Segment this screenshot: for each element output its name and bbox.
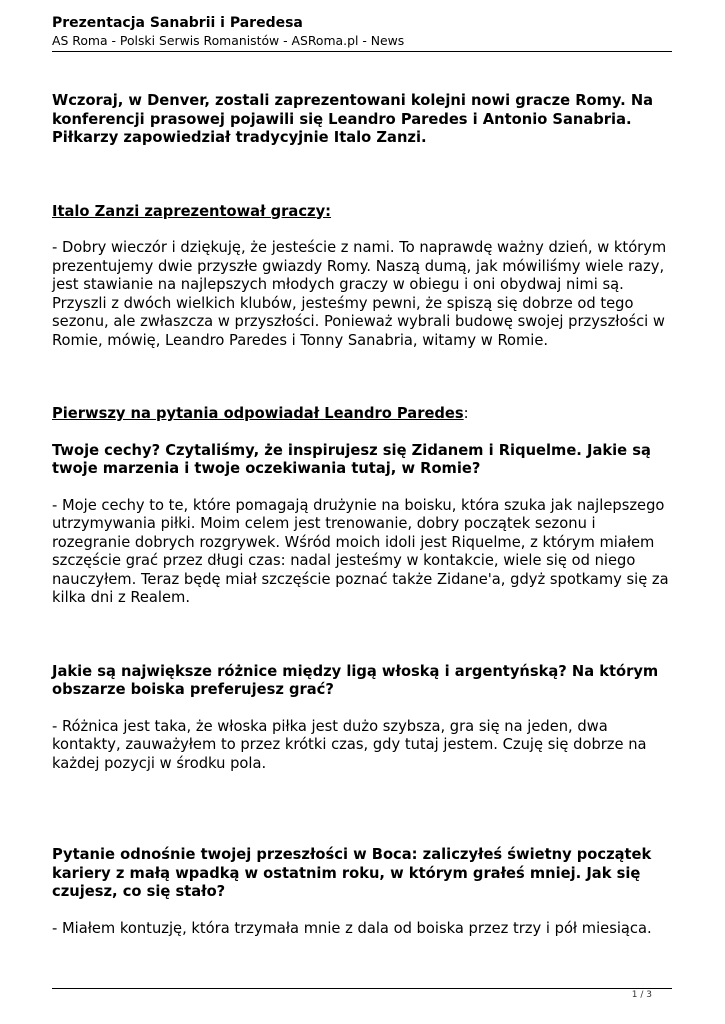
footer-divider (52, 988, 672, 989)
question-2: Jakie są największe różnice między ligą włoską i argentyńską? Na którym obszarze boiska preferujesz grać? (52, 662, 659, 698)
question-1: Twoje cechy? Czytaliśmy, że inspirujesz się Zidanem i Riquelme. Jakie są twoje marzenia i twoje oczekiwania tutaj, w Romie? (52, 441, 651, 477)
question-3: Pytanie odnośnie twojej przeszłości w Boca: zaliczyłeś świetny początek kariery z małą wpadką w ostatnim roku, w którym grałeś mniej. Jak się czujesz, co się stało? (52, 846, 652, 900)
section-heading-paredes: Pierwszy na pytania odpowiadał Leandro Paredes (52, 405, 464, 422)
article-body (52, 92, 677, 938)
section-heading-paredes-line (52, 405, 677, 424)
page-number: 1 / 3 (631, 990, 652, 1000)
answer-3: - Miałem kontuzję, która trzymała mnie z dala od boiska przez trzy i pół miesiąca. (52, 919, 652, 937)
answer-1: - Moje cechy to te, które pomagają drużynie na boisku, która szuka jak najlepszego utrzymywania piłki. Moim celem jest trenowanie, dobry początek sezonu i rozegranie dobrych rozgrywek. Wśród moich idoli jest Riquelme, z którym miałem szczęście grać przez długi czas: nadal jesteśmy w kontakcie, wiele się od niego nauczyłem. Teraz będę miał szczęście poznać także Zidane'a, gdyż spotkamy się za kilka dni z Realem. (52, 496, 669, 606)
section-text-zanzi: - Dobry wieczór i dziękuję, że jesteście z nami. To naprawdę ważny dzień, w którym prezentujemy dwie przyszłe gwiazdy Romy. Naszą dumą, jak mówiliśmy wiele razy, jest stawianie na najlepszych młodych graczy w obiegu i oni obydwaj nimi są. Przyszli z dwóch wielkich klubów, jesteśmy pewni, że spiszą się dobrze od tego sezonu, ale zwłaszcza w przyszłości. Ponieważ wybrali budowę swojej przyszłości w Romie, mówię, Leandro Paredes i Tonny Sanabria, witamy w Romie. (52, 239, 667, 349)
article-intro: Wczoraj, w Denver, zostali zaprezentowani kolejni nowi gracze Romy. Na konferencji prasowej pojawili się Leandro Paredes i Antonio Sanabria. Piłkarzy zapowiedział tradycyjnie Italo Zanzi. (52, 92, 654, 146)
document-subtitle: AS Roma - Polski Serwis Romanistów - ASRoma.pl - News (52, 33, 405, 48)
answer-2: - Różnica jest taka, że włoska piłka jest dużo szybsza, gra się na jeden, dwa kontakty, zauważyłem to przez krótki czas, gdy tutaj jestem. Czuję się dobrze na każdej pozycji w środku pola. (52, 717, 647, 772)
document-header (52, 14, 672, 49)
section-heading-colon: : (463, 405, 469, 422)
section-heading-zanzi: Italo Zanzi zaprezentował graczy: (52, 202, 332, 220)
header-divider (52, 51, 672, 52)
document-title: Prezentacja Sanabrii i Paredesa (52, 15, 303, 31)
